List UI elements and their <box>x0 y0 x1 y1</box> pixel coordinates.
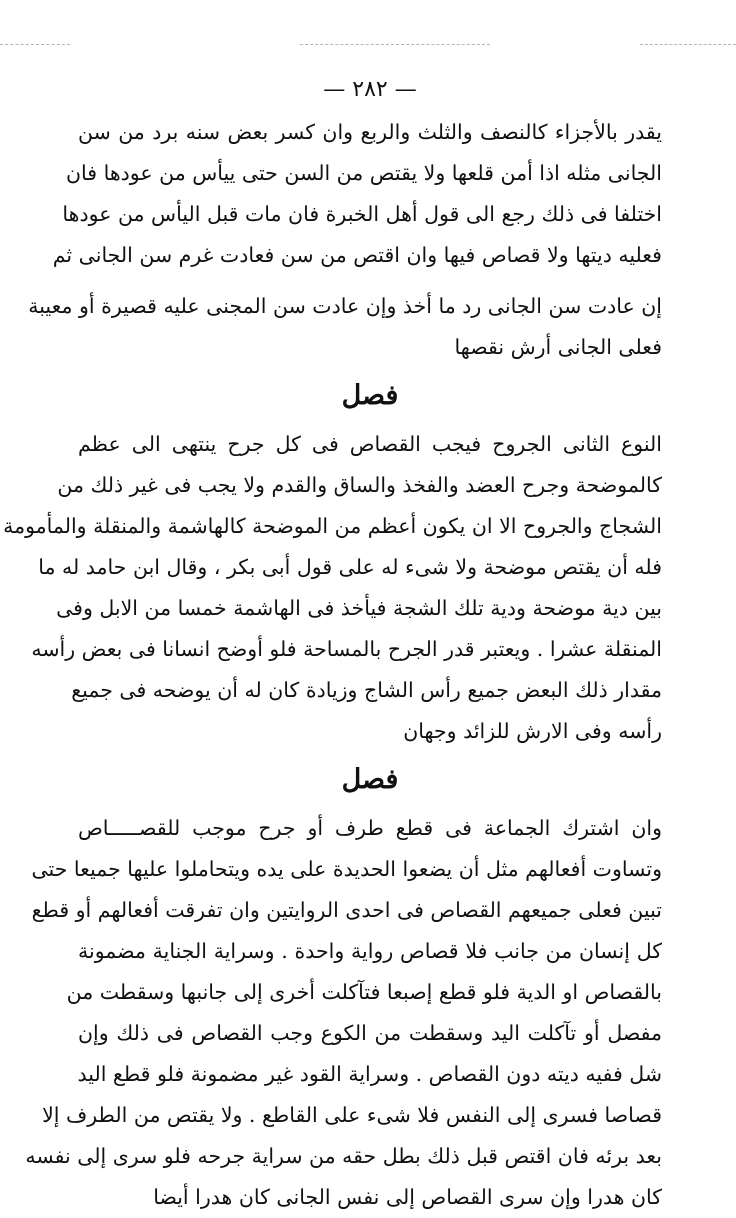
text-line: النوع الثانى الجروح فيجب القصاص فى كل جرح ينتهى الى عظم <box>78 432 662 456</box>
text-line: تبين فعلى جميعهم القصاص فى احدى الروايتين وان تفرقت أفعالهم أو قطع <box>31 898 662 922</box>
paragraph-1 <box>52 112 662 276</box>
text-line: بعد برئه فان اقتص قبل ذلك بطل حقه من سراية جرحه فلو سرى إلى نفسه <box>25 1144 662 1168</box>
page-number: — ٢٨٢ — <box>323 77 417 102</box>
paragraph-4 <box>25 808 662 1218</box>
text-line: قصاصا فسرى إلى النفس فلا شىء على القاطع . ولا يقتص من الطرف إلا <box>42 1103 662 1127</box>
text-line: شل ففيه ديته دون القصاص . وسراية القود غير مضمونة فلو قطع اليد <box>77 1062 662 1086</box>
text-line: يقدر بالأجزاء كالنصف والثلث والربع وان كسر بعض سنه برد من سن <box>78 120 662 144</box>
scan-edge-line-left <box>0 44 70 45</box>
scan-edge-line-mid <box>300 44 490 45</box>
text-line: اختلفا فى ذلك رجع الى قول أهل الخبرة فان مات قبل اليأس من عودها <box>62 202 662 226</box>
text-line: مقدار ذلك البعض جميع رأس الشاج وزيادة كان له أن يوضحه فى جميع <box>71 678 662 702</box>
text-line: فعلى الجانى أرش نقصها <box>454 335 662 359</box>
text-line: رأسه وفى الارش للزائد وجهان <box>403 719 662 743</box>
text-line: المنقلة عشرا . ويعتبر قدر الجرح بالمساحة فلو أوضح انسانا فى بعض رأسه <box>31 637 662 661</box>
text-line: الجانى مثله اذا أمن قلعها ولا يقتص من السن حتى ييأس من عودها فان <box>65 161 662 185</box>
paragraph-3 <box>3 424 662 752</box>
section-heading-2: فصل <box>341 764 399 795</box>
book-page <box>3 72 662 1218</box>
section-heading-1: فصل <box>341 380 399 411</box>
text-line: الشجاج والجروح الا ان يكون أعظم من الموضحة كالهاشمة والمنقلة والمأمومة <box>3 514 662 538</box>
paragraph-gap <box>78 276 662 286</box>
text-line: وان اشترك الجماعة فى قطع طرف أو جرح موجب للقصـــــاص <box>78 816 662 840</box>
text-line: كالموضحة وجرح العضد والفخذ والساق والقدم ولا يجب فى غير ذلك من <box>57 473 662 497</box>
scan-edge-line-right <box>640 44 736 45</box>
text-line: فعليه ديتها ولا قصاص فيها وان اقتص من سن فعادت غرم سن الجانى ثم <box>52 243 662 267</box>
text-line: إن عادت سن الجانى رد ما أخذ وإن عادت سن المجنى عليه قصيرة أو معيبة <box>28 294 662 318</box>
text-line: كان هدرا وإن سرى القصاص إلى نفس الجانى كان هدرا أيضا <box>153 1185 662 1209</box>
text-line: بالقصاص او الدية فلو قطع إصبعا فتآكلت أخرى إلى جانبها وسقطت من <box>66 980 662 1004</box>
paragraph-2 <box>28 286 662 368</box>
text-line: كل إنسان من جانب فلا قصاص رواية واحدة . وسراية الجناية مضمونة <box>78 939 662 963</box>
text-line: وتساوت أفعالهم مثل أن يضعوا الحديدة على يده ويتحاملوا عليها جميعا حتى <box>31 857 662 881</box>
text-line: فله أن يقتص موضحة ولا شىء له على قول أبى بكر ، وقال ابن حامد له ما <box>38 555 662 579</box>
text-line: بين دية موضحة ودية تلك الشجة فيأخذ فى الهاشمة خمسا من الابل وفى <box>56 596 662 620</box>
text-line: مفصل أو تآكلت اليد وسقطت من الكوع وجب القصاص فى ذلك وإن <box>78 1021 662 1045</box>
